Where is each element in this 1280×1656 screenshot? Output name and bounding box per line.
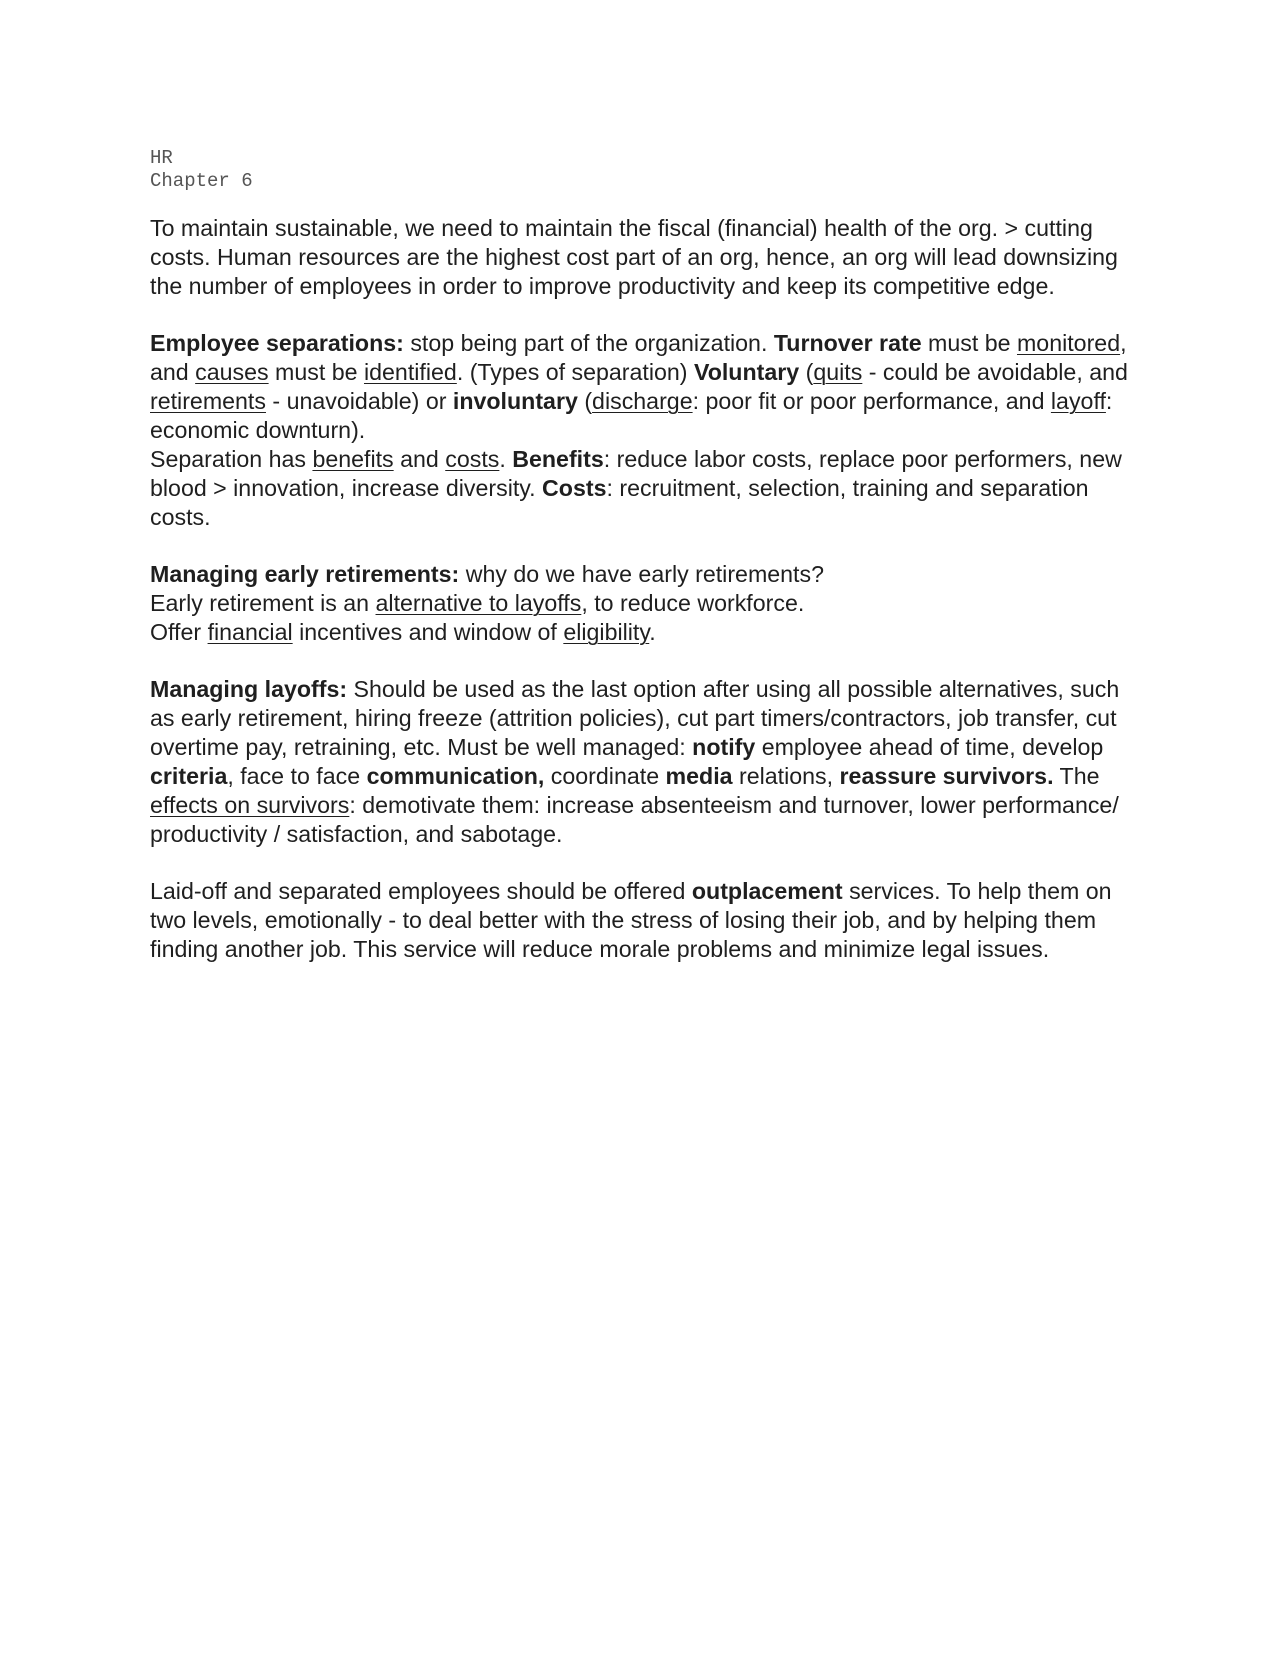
voluntary-term: Voluntary bbox=[693, 359, 800, 385]
separations-heading: Employee separations: bbox=[150, 330, 404, 356]
text-run: : reduce labor costs, replace poor performers, new blood > innovation, increase diversity. bbox=[150, 446, 1122, 501]
text-run: Should be used as the last option after using all possible alternatives, such as early retirement, hiring freeze (attrition policies), cut part timers/contractors, job transfer, cut overtime pay, retraining, etc. Must be well managed: bbox=[150, 676, 1120, 760]
course-label: HR bbox=[150, 147, 173, 169]
benefits-heading: Benefits bbox=[512, 446, 604, 472]
document-page bbox=[150, 147, 1130, 992]
text-run: , and bbox=[150, 330, 1127, 385]
quits-term: quits bbox=[813, 359, 863, 385]
text-run: Offer bbox=[150, 619, 208, 645]
text-run: Laid-off and separated employees should be offered bbox=[150, 878, 692, 904]
text-run: must be bbox=[921, 330, 1017, 356]
text-run: stop being part of the organization. bbox=[403, 330, 774, 356]
text-run: Separation has bbox=[150, 446, 313, 472]
text-run: ( bbox=[577, 388, 593, 414]
monitored-term: monitored bbox=[1016, 330, 1121, 356]
text-run: : demotivate them: increase absenteeism and turnover, lower performance/ productivity / satisfaction, and sabotage. bbox=[150, 792, 1119, 847]
involuntary-term: involuntary bbox=[452, 388, 578, 414]
effects-on-survivors-term: effects on survivors bbox=[150, 792, 350, 818]
text-run: - could be avoidable, and bbox=[862, 359, 1128, 385]
text-run: Early retirement is an bbox=[150, 590, 376, 616]
layoffs-heading: Managing layoffs: bbox=[150, 676, 348, 702]
early-retirements-heading: Managing early retirements: bbox=[150, 561, 460, 587]
intro-paragraph bbox=[150, 214, 1130, 301]
separations-paragraph bbox=[150, 329, 1130, 445]
early-retirements-paragraph bbox=[150, 560, 1130, 647]
costs-term: costs bbox=[445, 446, 500, 472]
layoffs-paragraph bbox=[150, 675, 1130, 849]
text-run: why do we have early retirements? bbox=[459, 561, 824, 587]
text-run: services. To help them on two levels, emotionally - to deal better with the stress of losing their job, and by helping them finding another job. This service will reduce morale problems and minimize legal issues. bbox=[150, 878, 1112, 962]
intro-text: To maintain sustainable, we need to maintain the fiscal (financial) health of the org. > cutting costs. Human resources are the highest cost part of an org, hence, an org will lead downsizing the number of employees in order to improve productivity and keep its competitive edge. bbox=[150, 215, 1118, 299]
outplacement-paragraph bbox=[150, 877, 1130, 964]
notify-term: notify bbox=[692, 734, 756, 760]
chapter-label: Chapter 6 bbox=[150, 170, 253, 192]
turnover-rate-term: Turnover rate bbox=[773, 330, 922, 356]
reassure-survivors-term: reassure survivors. bbox=[839, 763, 1054, 789]
causes-term: causes bbox=[195, 359, 269, 385]
text-run: . bbox=[499, 446, 513, 472]
retirements-term: retirements bbox=[150, 388, 266, 414]
document-header bbox=[150, 147, 1130, 193]
text-run: . bbox=[649, 619, 656, 645]
discharge-term: discharge bbox=[592, 388, 693, 414]
criteria-term: criteria bbox=[150, 763, 228, 789]
benefits-costs-paragraph bbox=[150, 445, 1130, 532]
communication-term: communication, bbox=[366, 763, 545, 789]
benefits-term: benefits bbox=[312, 446, 394, 472]
text-run: . (Types of separation) bbox=[456, 359, 694, 385]
text-run: , face to face bbox=[227, 763, 367, 789]
text-run: coordinate bbox=[544, 763, 666, 789]
text-run: : economic downturn). bbox=[150, 388, 1113, 443]
text-run: , to reduce workforce. bbox=[581, 590, 805, 616]
identified-term: identified bbox=[363, 359, 457, 385]
text-run: - unavoidable) or bbox=[265, 388, 453, 414]
text-run: : recruitment, selection, training and separation costs. bbox=[150, 475, 1089, 530]
layoff-term: layoff bbox=[1050, 388, 1106, 414]
text-run: and bbox=[393, 446, 446, 472]
text-run: : poor fit or poor performance, and bbox=[692, 388, 1051, 414]
eligibility-term: eligibility bbox=[563, 619, 650, 645]
text-run: must be bbox=[268, 359, 364, 385]
alternative-to-layoffs-term: alternative to layoffs bbox=[375, 590, 582, 616]
text-run: employee ahead of time, develop bbox=[755, 734, 1104, 760]
costs-heading: Costs bbox=[542, 475, 607, 501]
text-run: The bbox=[1053, 763, 1100, 789]
media-term: media bbox=[665, 763, 733, 789]
outplacement-term: outplacement bbox=[691, 878, 843, 904]
text-run: ( bbox=[799, 359, 814, 385]
text-run: incentives and window of bbox=[292, 619, 564, 645]
financial-term: financial bbox=[207, 619, 293, 645]
text-run: relations, bbox=[732, 763, 840, 789]
